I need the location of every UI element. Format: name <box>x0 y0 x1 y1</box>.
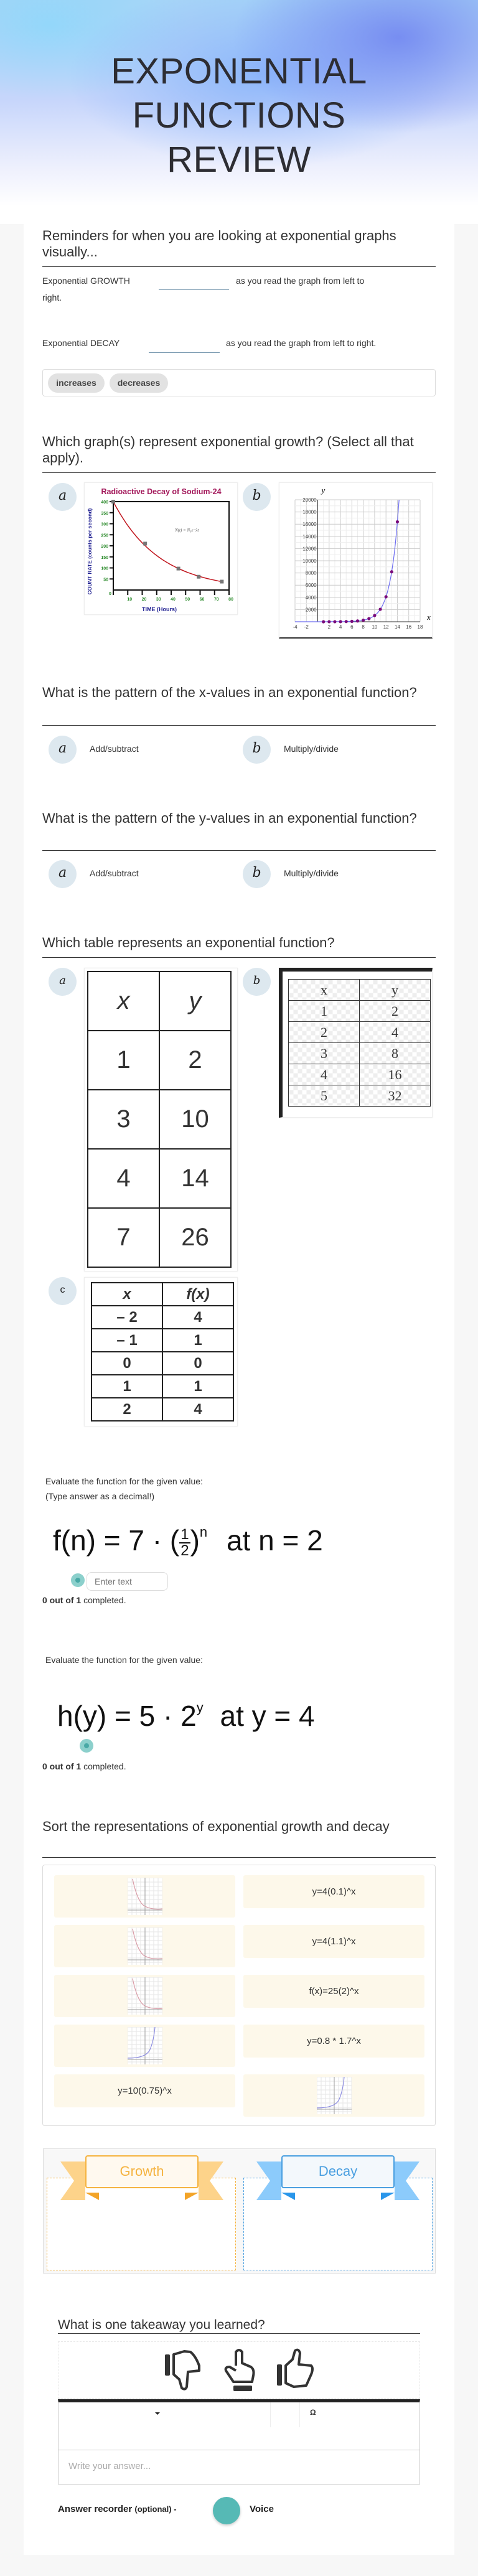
option-badge-a[interactable]: a <box>49 968 77 996</box>
y-tick-label: 250 <box>101 533 108 538</box>
sort-card-graph[interactable] <box>54 2025 235 2067</box>
x-tick-label: 50 <box>185 597 190 602</box>
divider <box>42 1857 436 1858</box>
table-row <box>88 1090 231 1149</box>
y-tick-label: 2000 <box>305 607 317 613</box>
equation-label: y=4(1.1)^x <box>312 1936 356 1947</box>
option-badge-b[interactable]: b <box>243 483 271 511</box>
x-tick-label: 12 <box>383 624 389 630</box>
toolbar-separator <box>299 2402 300 2427</box>
divider <box>42 957 436 958</box>
page-title-line-3: REVIEW <box>167 139 311 180</box>
sort-bins <box>43 2148 436 2274</box>
hotspot-marker[interactable] <box>71 1573 85 1587</box>
sort-card-graph[interactable] <box>54 1925 235 1967</box>
equation-label: y=4(0.1)^x <box>312 1886 356 1897</box>
y-axis-label: y <box>321 485 326 495</box>
eval2-progress: 0 out of 1 completed. <box>42 1761 126 1771</box>
table-cell: 5 <box>289 1085 360 1107</box>
x-tick-label: 18 <box>417 624 423 630</box>
growth-bin-label: Growth <box>85 2155 199 2188</box>
y-tick-label: 10000 <box>302 558 317 564</box>
table-cell: 26 <box>159 1208 231 1267</box>
x-tick-label: 6 <box>350 624 354 630</box>
x-tick-label: 20 <box>141 597 147 602</box>
x-tick-label: 10 <box>372 624 378 630</box>
table-c <box>91 1282 234 1421</box>
decay-sentence-end: as you read the graph from left to right. <box>226 338 377 348</box>
page-header-banner <box>0 0 478 224</box>
option-b-table[interactable] <box>279 968 433 1118</box>
y-tick-label: 300 <box>101 522 108 527</box>
y-tick-label: 50 <box>103 578 108 583</box>
table-cell: 1 <box>88 1031 159 1090</box>
data-point <box>322 620 325 623</box>
equation-annotation: N(t) = N₀e⁻λt <box>175 528 199 533</box>
option-a-label[interactable]: Add/subtract <box>90 868 139 878</box>
table-header-row <box>91 1283 233 1306</box>
reaction-picker <box>58 2341 420 2399</box>
table-cell: 1 <box>162 1329 233 1352</box>
graphs-question-heading: Which graph(s) represent exponential growth? (Select all that apply). <box>42 434 414 466</box>
table-row <box>289 1064 431 1085</box>
divider <box>42 472 436 473</box>
option-badge-a[interactable]: a <box>49 736 77 764</box>
x-tick-label: 60 <box>199 597 205 602</box>
option-badge-b[interactable]: b <box>243 968 271 996</box>
pointing-hand-icon[interactable] <box>223 2348 256 2392</box>
eval1-hint: (Type answer as a decimal!) <box>45 1491 155 1501</box>
table-cell: 4 <box>162 1306 233 1329</box>
x-tick-label: 30 <box>156 597 161 602</box>
sort-card-equation[interactable] <box>54 2074 235 2107</box>
table-cell: 14 <box>159 1149 231 1208</box>
data-point <box>350 620 354 623</box>
exponent: n <box>199 1524 208 1540</box>
word-bank <box>42 369 436 396</box>
table-b <box>288 979 431 1107</box>
table-cell: 1 <box>162 1375 233 1398</box>
data-point <box>197 575 200 579</box>
divider <box>42 725 436 726</box>
chip-decreases[interactable]: decreases <box>110 373 168 393</box>
decay-sentence-start: Exponential DECAY <box>42 338 120 348</box>
table-cell: 4 <box>88 1149 159 1208</box>
table-cell: x <box>289 980 360 1001</box>
growth-blank-dropzone[interactable] <box>159 289 229 290</box>
option-b-label[interactable]: Multiply/divide <box>284 744 339 754</box>
chip-increases[interactable]: increases <box>48 373 105 393</box>
x-tick-label: 14 <box>395 624 400 630</box>
data-point <box>177 567 180 571</box>
data-point <box>396 520 399 523</box>
data-point <box>390 570 393 573</box>
table-cell: – 1 <box>91 1329 162 1352</box>
sort-items-pool <box>42 1865 436 2126</box>
table-row <box>289 1022 431 1043</box>
answer-editor <box>58 2399 420 2485</box>
exponent: y <box>196 1700 204 1715</box>
y-tick-label: 100 <box>101 566 108 571</box>
answer-recorder-label: Answer recorder (optional) - <box>58 2504 177 2514</box>
growth-sentence-start: Exponential GROWTH <box>42 276 130 286</box>
formula-lhs: h(y) = 5 · 2 <box>57 1700 197 1732</box>
eval1-progress: 0 out of 1 completed. <box>42 1595 126 1605</box>
data-point <box>111 500 115 503</box>
special-character-button[interactable]: Ω <box>310 2408 316 2417</box>
y-tick-label: 6000 <box>305 583 317 589</box>
x-tick-label: 0 <box>109 592 111 596</box>
table-cell: 2 <box>159 1031 231 1090</box>
font-dropdown-caret-icon[interactable] <box>155 2412 160 2415</box>
option-badge-b[interactable]: b <box>243 860 271 888</box>
data-point <box>378 607 382 611</box>
y-tick-label: 200 <box>101 545 108 549</box>
table-cell: 32 <box>360 1085 431 1107</box>
decay-blank-dropzone[interactable] <box>149 352 220 353</box>
eval1-answer-input[interactable]: Enter text <box>87 1572 168 1591</box>
y-pattern-question-heading: What is the pattern of the y-values in an exponential function? <box>42 810 417 826</box>
data-point <box>143 541 147 545</box>
table-cell: 2 <box>289 1022 360 1043</box>
y-tick-label: 18000 <box>302 509 317 515</box>
voice-label: Voice <box>250 2504 274 2514</box>
option-a-label[interactable]: Add/subtract <box>90 744 139 754</box>
table-cell: – 2 <box>91 1306 162 1329</box>
table-cell: 4 <box>162 1398 233 1421</box>
y-tick-label: 400 <box>101 500 108 505</box>
thumbs-up-icon[interactable] <box>276 2348 315 2389</box>
data-point <box>333 620 336 623</box>
decay-graph-thumbnail <box>128 1878 162 1915</box>
table-cell: 7 <box>88 1208 159 1267</box>
table-cell: 1 <box>289 1001 360 1022</box>
voice-record-button[interactable] <box>213 2497 240 2524</box>
data-point <box>373 614 376 617</box>
data-point <box>327 620 330 623</box>
y-tick-label: 12000 <box>302 546 317 552</box>
table-cell: y <box>159 972 231 1031</box>
option-badge-c[interactable]: c <box>49 1277 77 1305</box>
toolbar-separator <box>270 2402 271 2427</box>
data-point <box>362 619 365 622</box>
table-row <box>91 1352 233 1375</box>
x-tick-label: 70 <box>213 597 219 602</box>
page-title-line-1: EXPONENTIAL <box>111 51 367 91</box>
chart-title: Radioactive Decay of Sodium-24 <box>101 487 222 496</box>
decay-chart-svg <box>85 483 238 616</box>
table-cell: f(x) <box>162 1283 233 1306</box>
table-row <box>91 1375 233 1398</box>
option-a-decay-chart[interactable] <box>84 482 238 615</box>
y-tick-label: 16000 <box>302 522 317 528</box>
option-badge-a[interactable]: a <box>49 860 77 888</box>
decay-curve <box>113 502 222 582</box>
table-cell: 2 <box>360 1001 431 1022</box>
eval1-prompt: Evaluate the function for the given value: <box>45 1476 203 1486</box>
x-tick-label: 80 <box>228 597 233 602</box>
x-tick-label: 16 <box>406 624 412 630</box>
decay-bin-label: Decay <box>281 2155 395 2188</box>
x-tick-label: 40 <box>171 597 176 602</box>
table-cell: 3 <box>289 1043 360 1064</box>
y-tick-label: 150 <box>101 555 108 560</box>
table-row <box>91 1329 233 1352</box>
decay-graph-thumbnail <box>128 1977 162 2015</box>
table-row <box>88 1149 231 1208</box>
hotspot-marker[interactable] <box>80 1739 93 1753</box>
decay-graph-thumbnail <box>128 1927 162 1965</box>
x-tick-label: 8 <box>362 624 365 630</box>
growth-graph-thumbnail <box>128 2027 162 2064</box>
table-header-row <box>88 972 231 1031</box>
equation-label: y=10(0.75)^x <box>118 2086 172 2096</box>
table-row <box>289 1001 431 1022</box>
table-row <box>91 1306 233 1329</box>
x-pattern-question-heading: What is the pattern of the x-values in an exponential function? <box>42 685 417 700</box>
table-question-heading: Which table represents an exponential function? <box>42 935 335 950</box>
table-cell: 16 <box>360 1064 431 1085</box>
x-tick-label: -2 <box>304 624 309 630</box>
growth-sentence-end: as you read the graph from left to <box>236 276 365 286</box>
table-row <box>289 1085 431 1107</box>
sort-card-equation[interactable] <box>243 1925 424 1958</box>
option-badge-b[interactable]: b <box>243 736 271 764</box>
growth-sentence-wrap: right. <box>42 293 62 302</box>
x-tick-label: 10 <box>127 597 133 602</box>
data-point <box>367 617 370 620</box>
page-title-line-2: FUNCTIONS <box>132 95 346 136</box>
plot-frame <box>113 502 229 590</box>
x-axis-label: TIME (Hours) <box>142 606 177 612</box>
table-cell: 8 <box>360 1043 431 1064</box>
formula-condition: at y = 4 <box>220 1700 315 1732</box>
sort-card-graph[interactable] <box>54 1975 235 2017</box>
table-cell: 0 <box>162 1352 233 1375</box>
table-cell: 0 <box>91 1352 162 1375</box>
table-cell: 2 <box>91 1398 162 1421</box>
growth-graph-thumbnail <box>317 2077 352 2114</box>
sort-card-graph[interactable] <box>54 1875 235 1918</box>
thumbs-down-icon[interactable] <box>164 2349 203 2392</box>
table-row <box>91 1398 233 1421</box>
data-point <box>356 619 359 622</box>
table-header-row <box>289 980 431 1001</box>
eval2-prompt: Evaluate the function for the given value: <box>45 1655 203 1665</box>
table-a <box>87 971 232 1268</box>
data-point <box>339 620 342 623</box>
option-c-table[interactable] <box>84 1277 238 1426</box>
table-cell: 4 <box>289 1064 360 1085</box>
divider <box>42 266 436 267</box>
eval1-formula: f(n) = 7 · ( $\frac{1}{2}$ )$^n$ at n = 2 <box>53 1524 323 1559</box>
y-tick-label: 350 <box>101 511 108 516</box>
option-b-label[interactable]: Multiply/divide <box>284 868 339 878</box>
x-tick-label: 2 <box>327 624 331 630</box>
data-point <box>220 580 223 584</box>
table-cell: x <box>88 972 159 1031</box>
option-badge-a[interactable]: a <box>49 483 77 511</box>
data-point <box>385 595 388 598</box>
table-cell: y <box>360 980 431 1001</box>
y-tick-label: 20000 <box>302 497 317 503</box>
table-cell: 1 <box>91 1375 162 1398</box>
table-cell: 3 <box>88 1090 159 1149</box>
x-tick-label: 4 <box>339 624 342 630</box>
divider <box>42 850 436 851</box>
data-point <box>345 620 348 623</box>
y-tick-label: 4000 <box>305 594 317 601</box>
table-cell: x <box>91 1283 162 1306</box>
sort-card-graph[interactable] <box>243 2074 424 2117</box>
sort-card-equation[interactable] <box>243 1875 424 1908</box>
equation-label: y=0.8 * 1.7^x <box>307 2036 361 2046</box>
reminders-heading: Reminders for when you are looking at exponential graphs visually... <box>42 228 396 260</box>
answer-textarea[interactable]: Write your answer... <box>59 2450 419 2484</box>
sort-card-equation[interactable] <box>243 2025 424 2058</box>
table-row <box>88 1031 231 1090</box>
option-b-growth-chart[interactable] <box>279 482 433 639</box>
table-row <box>289 1043 431 1064</box>
x-axis-label: x <box>427 612 431 622</box>
table-row <box>88 1208 231 1267</box>
formula-condition: at n = 2 <box>226 1524 323 1557</box>
table-cell: 10 <box>159 1090 231 1149</box>
growth-chart-svg <box>279 483 433 638</box>
takeaway-heading: What is one takeaway you learned? <box>58 2318 420 2334</box>
formula-lhs: f(n) = 7 · ( <box>53 1524 180 1557</box>
option-a-table[interactable] <box>84 968 238 1272</box>
y-axis-label: COUNT RATE (counts per second) <box>87 508 93 595</box>
y-tick-label: 8000 <box>305 570 317 576</box>
sort-card-equation[interactable] <box>243 1975 424 2008</box>
y-tick-label: 14000 <box>302 533 317 540</box>
eval2-formula <box>57 1699 315 1733</box>
equation-label: f(x)=25(2)^x <box>309 1986 359 1997</box>
fraction: $\frac{1}{2}$ <box>180 1525 189 1559</box>
sort-heading: Sort the representations of exponential growth and decay <box>42 1819 390 1834</box>
x-tick-label: -4 <box>293 624 298 630</box>
table-cell: 4 <box>360 1022 431 1043</box>
